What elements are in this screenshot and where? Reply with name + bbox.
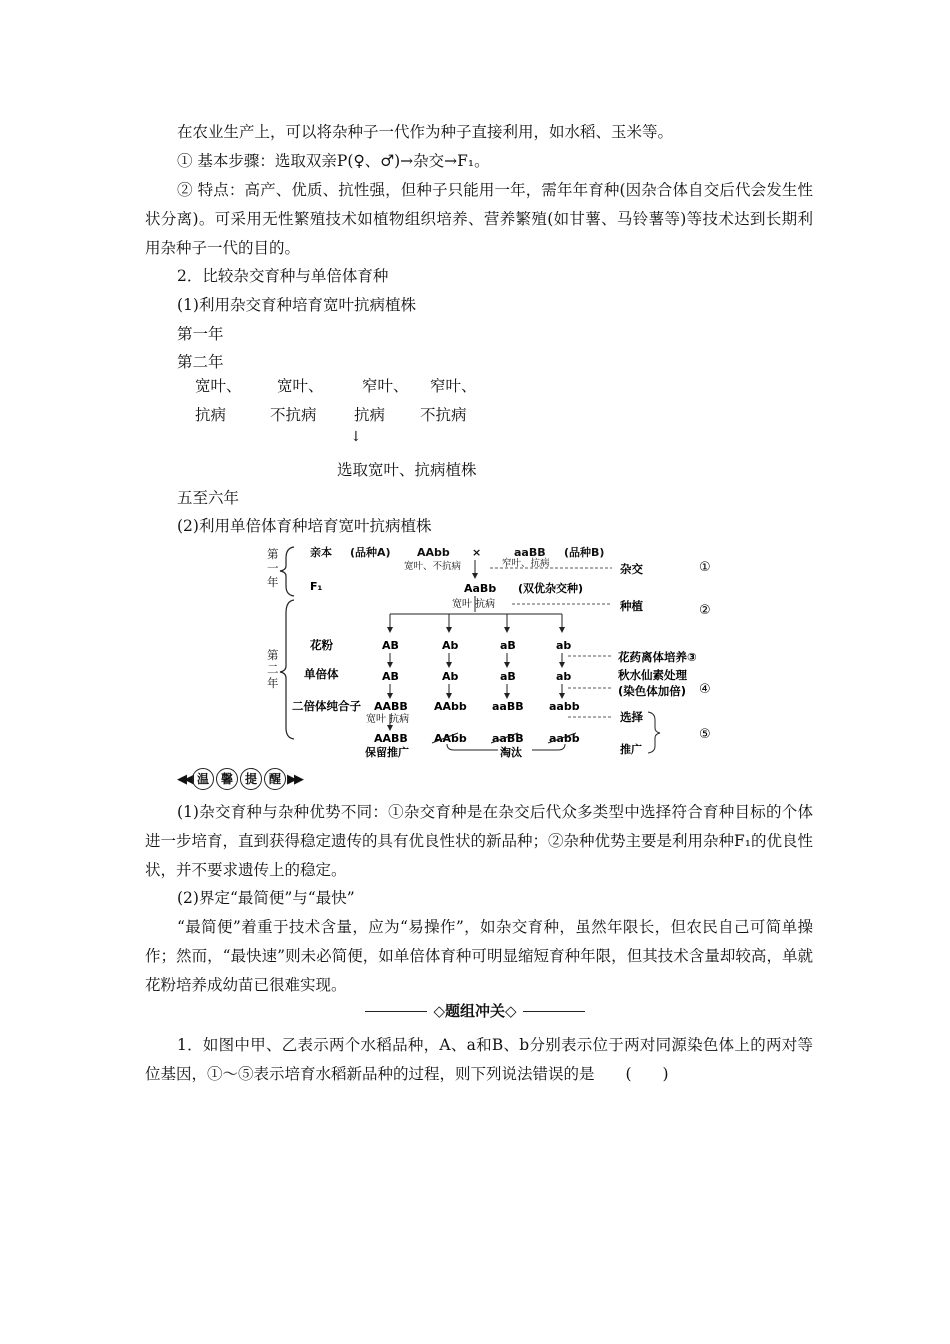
eliminated-1: AAbb (434, 732, 467, 745)
phenotype-4-bottom: 不抗病 (420, 406, 467, 424)
f1-genotype: AaBb (464, 582, 497, 595)
phenotype-3-bottom: 抗病 (354, 406, 386, 424)
diagram-year-two-3: 年 (267, 676, 279, 690)
strain-b-label: (品种B) (564, 546, 605, 559)
f1-phenotype: 宽叶 抗病 (452, 599, 496, 610)
heading-hybrid-breeding: (1)利用杂交育种培育宽叶抗病植株 (177, 296, 416, 314)
step-number-1: ① (699, 560, 711, 575)
anther-culture-step: 花药离体培养③ (618, 650, 697, 664)
haploid-2: Ab (442, 670, 459, 683)
parent-b-genotype: aaBB (514, 546, 546, 559)
paragraph-basic-steps: ① 基本步骤：选取双亲P(♀、♂)→杂交→F₁。 (177, 152, 490, 170)
pure-1: AABB (374, 700, 408, 713)
pure-4: aabb (549, 700, 580, 713)
year-two-label: 第二年 (177, 353, 224, 371)
year-one-brace (280, 547, 294, 596)
down-arrow-icon: ↓ (350, 429, 362, 445)
eliminate-label: 淘汰 (500, 746, 522, 759)
hybrid-step-label: 杂交 (620, 562, 643, 576)
haploid-1: AB (382, 670, 399, 683)
eliminated-2: aaBB (492, 732, 524, 745)
pure-3: aaBB (492, 700, 524, 713)
strain-a-label: (品种A) (350, 546, 391, 559)
doubling-step: (染色体加倍) (618, 684, 687, 698)
keep-genotype: AABB (374, 732, 408, 745)
section-divider (0, 1000, 950, 1021)
double-chevron-left-icon: ◀◀ (177, 771, 191, 787)
parent-a-phenotype: 宽叶、不抗病 (404, 561, 462, 572)
haploid-label: 单倍体 (304, 667, 339, 681)
f1-label: F₁ (310, 580, 323, 593)
haploid-3: aB (500, 670, 516, 683)
keep-phenotype: 宽叶 抗病 (366, 714, 410, 725)
tip-char-2: 馨 (216, 768, 238, 790)
diploid-label: 二倍体纯合子 (292, 699, 361, 713)
diagram-year-one-2: 一 (267, 561, 279, 575)
phenotype-2-top: 宽叶、 (277, 377, 324, 395)
plant-step-label: 种植 (620, 599, 643, 613)
keep-label: 保留推广 (365, 746, 409, 759)
paragraph-hybrid-use: 在农业生产上，可以将杂种子一代作为种子直接利用，如水稻、玉米等。 (177, 123, 674, 141)
gamete-ab-1: AB (382, 639, 399, 652)
paragraph-features: ② 特点：高产、优质、抗性强，但种子只能用一年，需年年育种(因杂合体自交后代会发生性状分离)。可采用无性繁殖技术如植物组织培养、营养繁殖(如甘薯、马铃薯等)等技术达到长期利用杂种子一代的目的。 (145, 181, 813, 257)
colchicine-step: 秋水仙素处理 (618, 668, 687, 682)
phenotype-3-top: 窄叶、 (362, 377, 409, 395)
gamete-ab-4: ab (556, 639, 572, 652)
heading-haploid-breeding: (2)利用单倍体育种培育宽叶抗病植株 (177, 517, 432, 535)
phenotype-2-bottom: 不抗病 (270, 406, 317, 424)
gamete-ab-3: aB (500, 639, 516, 652)
phenotype-1-top: 宽叶、 (195, 377, 242, 395)
step-number-2: ② (699, 603, 711, 618)
diagram-year-two-1: 第 (267, 648, 279, 662)
year-two-brace (280, 600, 294, 739)
parent-a-genotype: AAbb (417, 546, 450, 559)
phenotype-4-top: 窄叶、 (430, 377, 477, 395)
select-text: 选取宽叶、抗病植株 (337, 461, 477, 479)
parent-b-phenotype: 窄叶、抗病 (502, 558, 550, 569)
tip-paragraph-3: “最简便”着重于技术含量，应为“易操作”，如杂交育种，虽然年限长，但农民自己可简单操作；然而，“最快速”则未必简便，如单倍体育种可明显缩短育种年限，但其技术含量却较高，单就花粉培养成幼苗已很难实现。 (145, 918, 813, 994)
f1-note: (双优杂交种) (518, 582, 584, 595)
section-title: ◇题组冲关◇ (433, 1002, 517, 1020)
step-number-4: ④ (699, 682, 711, 697)
year-five-six-label: 五至六年 (177, 489, 240, 507)
select-step: 选择 (620, 710, 643, 724)
step-number-5: ⑤ (699, 727, 711, 742)
tip-paragraph-2: (2)界定“最简便”与“最快” (177, 889, 355, 907)
tip-paragraph-1: (1)杂交育种与杂种优势不同：①杂交育种是在杂交后代众多类型中选择符合育种目标的个体进一步培育，直到获得稳定遗传的具有优良性状的新品种；②杂种优势主要是利用杂种F₁的优良性状，并不要求遗传上的稳定。 (145, 803, 813, 879)
eliminated-3: aabb (549, 732, 580, 745)
cross-symbol: × (472, 546, 482, 559)
double-chevron-right-icon: ▶▶ (287, 771, 301, 787)
pollen-label: 花粉 (310, 638, 333, 652)
diagram-year-one-3: 年 (267, 575, 279, 589)
tip-char-4: 醒 (264, 768, 286, 790)
warm-tip-banner (177, 768, 301, 790)
phenotype-1-bottom: 抗病 (195, 406, 227, 424)
tip-char-3: 提 (240, 768, 262, 790)
tip-char-1: 温 (192, 768, 214, 790)
gamete-ab-2: Ab (442, 639, 459, 652)
heading-compare: 2．比较杂交育种与单倍体育种 (177, 267, 389, 285)
question-1: 1．如图中甲、乙表示两个水稻品种，A、a和B、b分别表示位于两对同源染色体上的两对等位基因，①～⑤表示培育水稻新品种的过程，则下列说法错误的是 ( ) (145, 1036, 813, 1083)
promote-step: 推广 (620, 743, 642, 756)
pure-2: AAbb (434, 700, 467, 713)
year-one-label: 第一年 (177, 325, 224, 343)
diagram-year-one-1: 第 (267, 547, 279, 561)
haploid-breeding-diagram (262, 538, 732, 763)
diagram-year-two-2: 二 (267, 662, 279, 676)
parent-label: 亲本 (310, 546, 332, 559)
haploid-4: ab (556, 670, 572, 683)
